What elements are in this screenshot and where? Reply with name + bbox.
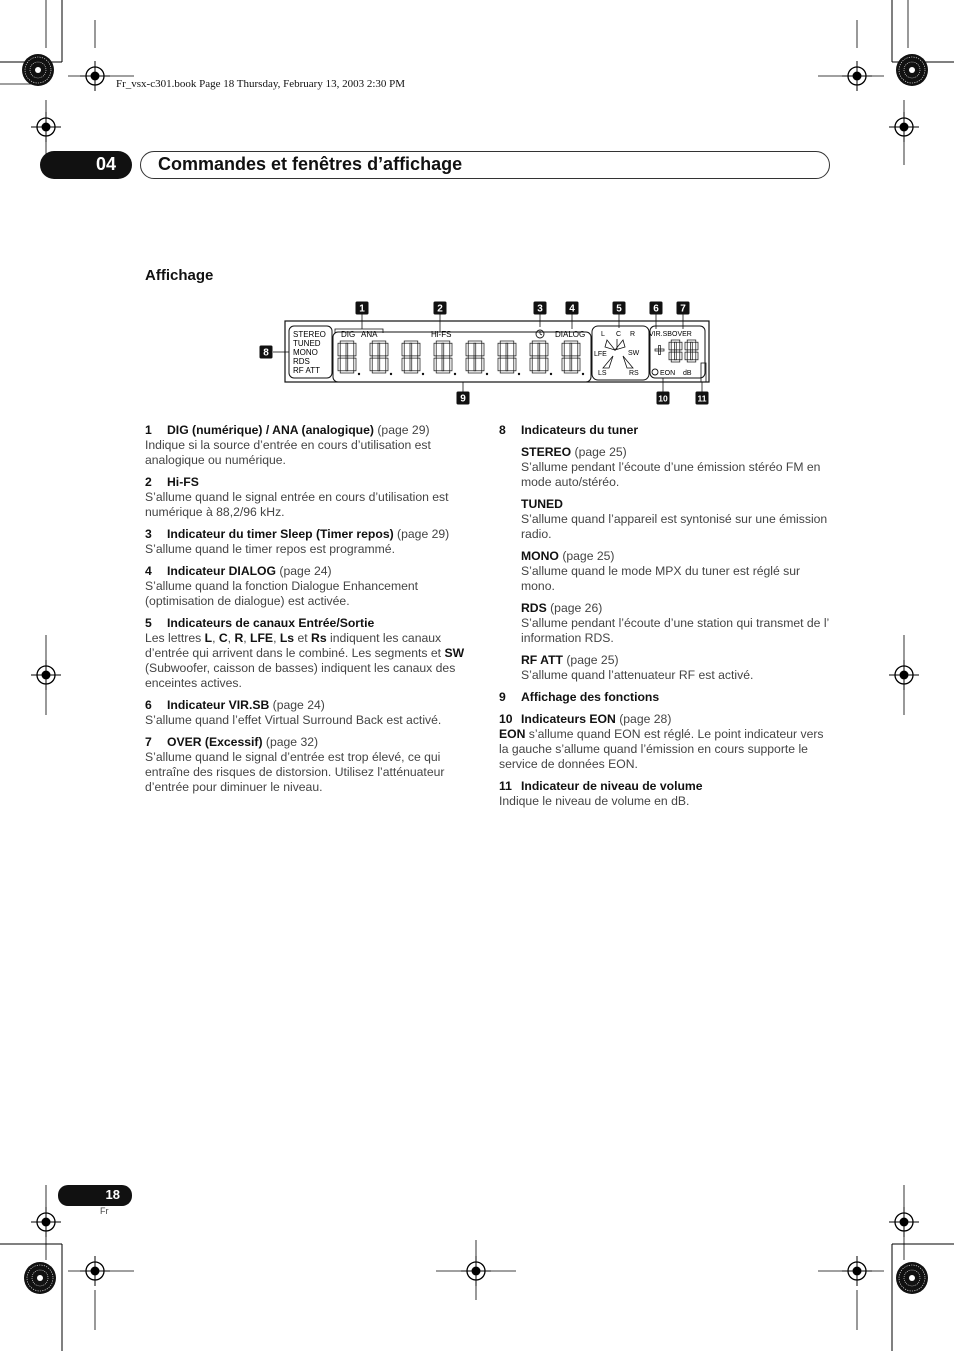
callout-number-5: 5 <box>616 303 622 315</box>
virsb-label: VIR.SB <box>649 331 672 338</box>
eon-dot-indicator <box>652 369 658 375</box>
list-item <box>145 423 480 468</box>
sub-item <box>499 653 834 683</box>
item-number: 11 <box>499 779 512 793</box>
channel-lfe: LFE <box>594 351 607 358</box>
sub-item <box>499 497 834 542</box>
dialog-label: DIALOG <box>555 330 586 339</box>
channel-ls: LS <box>598 370 607 377</box>
tuner-label-rf-att: RF ATT <box>293 366 320 375</box>
section-title: Affichage <box>145 267 214 284</box>
sub-item <box>499 601 834 646</box>
sub-item-title: RF ATT <box>521 653 563 667</box>
page-ref: (page 24) <box>279 564 332 578</box>
item-number: 3 <box>145 527 152 541</box>
chapter-title: Commandes et fenêtres d’affichage <box>158 154 463 174</box>
item-description: S’allume quand le signal entrée en cours d’utilisation est numérique à 88,2/96 kHz. <box>145 490 449 519</box>
list-item <box>499 690 834 705</box>
sub-item <box>499 549 834 594</box>
item-description: S’allume quand la fonction Dialogue Enhancement (optimisation de dialogue) est activée. <box>145 579 419 608</box>
item-title: Indicateur VIR.SB <box>167 698 270 712</box>
file-info-header: Fr_vsx-c301.book Page 18 Thursday, February 13, 2003 2:30 PM <box>116 78 406 90</box>
callout-number-1: 1 <box>359 303 365 315</box>
item-title: DIG (numérique) / ANA (analogique) <box>167 423 374 437</box>
item-title: Affichage des fonctions <box>521 690 660 704</box>
callout-number-4: 4 <box>569 303 575 315</box>
display-diagram <box>255 298 715 408</box>
list-item <box>499 712 834 772</box>
page-number: 18 <box>105 1187 120 1202</box>
page-ref: (page 28) <box>619 712 672 726</box>
hifs-label: Hi-FS <box>431 330 452 339</box>
callout-number-3: 3 <box>537 303 543 315</box>
list-item <box>145 564 480 609</box>
eon-bold-lead: EON <box>499 727 526 741</box>
dig-label: DIG <box>341 330 356 339</box>
sub-item <box>499 445 834 490</box>
function-display-digits <box>338 341 584 375</box>
list-item <box>145 698 480 728</box>
sub-item-description: S’allume pendant l’écoute d’une émission stéréo FM en mode auto/stéréo. <box>521 460 821 489</box>
item-number: 8 <box>499 423 506 437</box>
sub-item-description: S’allume pendant l’écoute d’une station qui transmet de l’ information RDS. <box>521 616 829 645</box>
item-title: Indicateurs de canaux Entrée/Sortie <box>167 616 375 630</box>
sub-item-title: TUNED <box>521 497 563 511</box>
item-number: 10 <box>499 712 513 726</box>
tuner-label-tuned: TUNED <box>293 339 321 348</box>
volume-level-digits <box>655 340 698 362</box>
sub-item-title: MONO <box>521 549 559 563</box>
tuner-label-stereo: STEREO <box>293 330 326 339</box>
tuner-label-mono: MONO <box>293 348 318 357</box>
callout-number-9: 9 <box>460 393 466 405</box>
item-description: Les lettres L, C, R, LFE, Ls et Rs indiquent les canaux d’entrée qui arrivent dans le combiné. Les segments et SW (Subwoofer, caisson de basses) indiquent les canaux des enceintes actives. <box>145 631 465 690</box>
item-title: Indicateurs du tuner <box>521 423 639 437</box>
item-title: Indicateur de niveau de volume <box>521 779 703 793</box>
list-item <box>145 616 480 691</box>
sub-item-description: S’allume quand l’appareil est syntonisé sur une émission radio. <box>521 512 828 541</box>
page-ref: (page 24) <box>272 698 325 712</box>
item-description: S’allume quand le signal d’entrée est trop élevé, ce qui entraîne des risques de distorsion. Utilisez l’atténuateur d’entrée pour diminuer le niveau. <box>145 750 445 794</box>
page-ref: (page 25) <box>562 549 615 563</box>
left-column <box>145 423 480 802</box>
channel-c: C <box>616 331 622 338</box>
item-title: Indicateur du timer Sleep (Timer repos) <box>167 527 394 541</box>
item-description: S’allume quand le timer repos est programmé. <box>145 542 395 556</box>
db-label: dB <box>683 370 692 377</box>
list-item <box>499 779 834 809</box>
item-description: s’allume quand EON est réglé. Le point indicateur vers la gauche s’allume quand l’émission en cours supporte le service de données EON. <box>499 727 824 771</box>
item-title: OVER (Excessif) <box>167 735 263 749</box>
callout-number-2: 2 <box>437 303 443 315</box>
page-ref: (page 29) <box>377 423 430 437</box>
right-column <box>499 423 834 816</box>
page-language: Fr <box>100 1206 109 1216</box>
item-number: 7 <box>145 735 152 749</box>
chapter-number: 04 <box>95 154 117 174</box>
item-number: 9 <box>499 690 506 704</box>
page-ref: (page 25) <box>574 445 627 459</box>
item-description: Indique le niveau de volume en dB. <box>499 794 690 808</box>
item-description: S’allume quand l’effet Virtual Surround Back est activé. <box>145 713 442 727</box>
over-label: OVER <box>672 331 692 338</box>
page-ref: (page 25) <box>566 653 619 667</box>
list-item <box>499 423 834 438</box>
sub-item-description: S’allume quand le mode MPX du tuner est réglé sur mono. <box>521 564 801 593</box>
channel-r: R <box>630 331 636 338</box>
page-ref: (page 29) <box>397 527 450 541</box>
page-ref: (page 26) <box>550 601 603 615</box>
item-number: 6 <box>145 698 152 712</box>
item-number: 1 <box>145 423 152 437</box>
callout-number-11: 11 <box>697 393 707 404</box>
item-number: 2 <box>145 475 152 489</box>
list-item <box>145 527 480 557</box>
item-number: 5 <box>145 616 152 630</box>
list-item <box>145 735 480 795</box>
item-description: Indique si la source d’entrée en cours d’utilisation est analogique ou numérique. <box>145 438 431 467</box>
item-title: Indicateurs EON <box>521 712 616 726</box>
ana-label: ANA <box>361 330 378 339</box>
callout-number-6: 6 <box>653 303 659 315</box>
sub-item-description: S’allume quand l’attenuateur RF est activé. <box>521 668 754 682</box>
tuner-label-rds: RDS <box>293 357 310 366</box>
channel-l: L <box>601 331 605 338</box>
channel-rs: RS <box>629 370 639 377</box>
sub-item-title: RDS <box>521 601 547 615</box>
callout-number-10: 10 <box>658 393 668 404</box>
callout-number-7: 7 <box>680 303 686 315</box>
item-title: Indicateur DIALOG <box>167 564 277 578</box>
list-item <box>145 475 480 520</box>
item-number: 4 <box>145 564 152 578</box>
eon-label: EON <box>660 370 676 377</box>
item-title: Hi-FS <box>167 475 199 489</box>
channel-sw: SW <box>628 350 640 357</box>
sub-item-title: STEREO <box>521 445 572 459</box>
page-ref: (page 32) <box>265 735 319 749</box>
callout-number-8: 8 <box>263 347 269 359</box>
